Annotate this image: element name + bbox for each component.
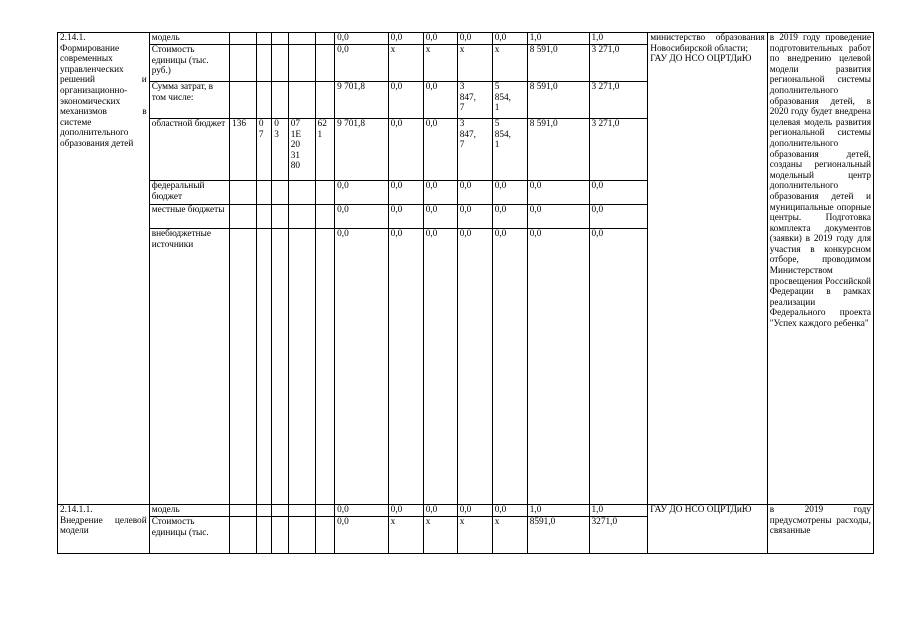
target-article-code	[288, 505, 315, 517]
target-article-code	[288, 82, 315, 119]
value-2019: 0,0	[388, 505, 423, 517]
value-2022: x	[492, 45, 527, 82]
value-2019: 0,0	[388, 181, 423, 205]
value-2023: 0,0	[527, 205, 589, 229]
financing-table	[57, 32, 874, 554]
value-2022: 5 854, 1	[492, 82, 527, 119]
value-2022: 0,0	[492, 205, 527, 229]
value-2021: 0,0	[457, 229, 492, 505]
value-2024: 0,0	[589, 229, 648, 505]
indicator-label: местные бюджеты	[149, 205, 229, 229]
value-2020: x	[423, 517, 457, 554]
value-2023: 8591,0	[527, 517, 589, 554]
expense-type-code	[315, 229, 335, 505]
total-value: 9 701,8	[335, 119, 389, 181]
budget-admin-code	[230, 33, 257, 45]
total-value: 0,0	[335, 181, 389, 205]
section-code	[256, 205, 271, 229]
section-code: 0 7	[256, 119, 271, 181]
budget-admin-code	[230, 517, 257, 554]
value-2022: 0,0	[492, 33, 527, 45]
value-2021: 0,0	[457, 33, 492, 45]
activity-code: 2.14.1.	[60, 33, 86, 43]
value-2019: 0,0	[388, 119, 423, 181]
value-2021: 0,0	[457, 181, 492, 205]
value-2022: 0,0	[492, 505, 527, 517]
total-value: 0,0	[335, 33, 389, 45]
activity-title: Внедрение целевой модели	[60, 515, 147, 537]
budget-admin-code	[230, 82, 257, 119]
value-2021: 0,0	[457, 205, 492, 229]
indicator-label: внебюджетные источники	[149, 229, 229, 505]
expense-type-code: 62 1	[315, 119, 335, 181]
budget-admin-code	[230, 205, 257, 229]
total-value: 0,0	[335, 517, 389, 554]
target-article-code	[288, 229, 315, 505]
value-2022: 0,0	[492, 229, 527, 505]
budget-admin-code: 136	[230, 119, 257, 181]
subsection-code	[272, 505, 288, 517]
value-2024: 0,0	[589, 181, 648, 205]
value-2021: x	[457, 517, 492, 554]
table-row	[58, 33, 874, 45]
indicator-label: Стоимость единицы (тыс.	[149, 517, 229, 554]
value-2024: 3271,0	[589, 517, 648, 554]
value-2024: 1,0	[589, 33, 648, 45]
budget-admin-code	[230, 45, 257, 82]
expense-type-code	[315, 45, 335, 82]
value-2023: 1,0	[527, 505, 589, 517]
expense-type-code	[315, 181, 335, 205]
subsection-code: 0 3	[272, 119, 288, 181]
expense-type-code	[315, 205, 335, 229]
section-code	[256, 505, 271, 517]
expense-type-code	[315, 33, 335, 45]
value-2020: 0,0	[423, 181, 457, 205]
value-2023: 8 591,0	[527, 119, 589, 181]
budget-admin-code	[230, 181, 257, 205]
value-2023: 0,0	[527, 181, 589, 205]
subsection-code	[272, 45, 288, 82]
subsection-code	[272, 517, 288, 554]
target-article-code	[288, 181, 315, 205]
indicator-label: областной бюджет	[149, 119, 229, 181]
total-value: 0,0	[335, 505, 389, 517]
section-code	[256, 45, 271, 82]
target-article-code: 07 1E 20 31 80	[288, 119, 315, 181]
value-2020: 0,0	[423, 33, 457, 45]
total-value: 0,0	[335, 205, 389, 229]
section-code	[256, 517, 271, 554]
value-2024: 3 271,0	[589, 45, 648, 82]
indicator-label: Стоимость единицы (тыс. руб.)	[149, 45, 229, 82]
section-code	[256, 33, 271, 45]
value-2020: 0,0	[423, 82, 457, 119]
expense-type-code	[315, 517, 335, 554]
budget-admin-code	[230, 229, 257, 505]
value-2021: 0,0	[457, 505, 492, 517]
value-2019: 0,0	[388, 205, 423, 229]
value-2020: x	[423, 45, 457, 82]
value-2023: 8 591,0	[527, 82, 589, 119]
section-code	[256, 181, 271, 205]
subsection-code	[272, 181, 288, 205]
value-2022: 5 854, 1	[492, 119, 527, 181]
indicator-label: Сумма затрат, в том числе:	[149, 82, 229, 119]
executor-cell: министерство образования Новосибирской области; ГАУ ДО НСО ОЦРТДиЮ	[648, 33, 768, 505]
section-code	[256, 229, 271, 505]
section-code	[256, 82, 271, 119]
subsection-code	[272, 205, 288, 229]
value-2021: x	[457, 45, 492, 82]
value-2023: 0,0	[527, 229, 589, 505]
subsection-code	[272, 33, 288, 45]
target-article-code	[288, 45, 315, 82]
executor-cell: ГАУ ДО НСО ОЦРТДиЮ	[648, 505, 768, 554]
expected-result-cell: в 2019 году проведение подготовительных работ по внедрению целевой модели развития региональной системы дополнительного образования детей, в 2020 году будет внедрена целевая модель развития региональной системы дополнительного образования детей, созданы региональный модельный центр дополнительного образования детей и муниципальные опорные центры. Подготовка комплекта документов (заявки) в 2019 году для участия в конкурсном отборе, проводимом Министерством просвещения Российской Федерации в рамках реализации Федерального проекта "Успех каждого ребенка"	[767, 33, 873, 505]
value-2023: 8 591,0	[527, 45, 589, 82]
value-2024: 3 271,0	[589, 119, 648, 181]
budget-admin-code	[230, 505, 257, 517]
value-2024: 0,0	[589, 205, 648, 229]
expected-result-cell: в 2019 году предусмотрены расходы, связанные	[767, 505, 873, 554]
value-2019: x	[388, 45, 423, 82]
indicator-label: федеральный бюджет	[149, 181, 229, 205]
target-article-code	[288, 517, 315, 554]
target-article-code	[288, 205, 315, 229]
expense-type-code	[315, 505, 335, 517]
total-value: 0,0	[335, 45, 389, 82]
activity-code: 2.14.1.1.	[60, 505, 93, 515]
activity-cell	[58, 33, 150, 505]
subsection-code	[272, 82, 288, 119]
value-2019: 0,0	[388, 229, 423, 505]
value-2019: 0,0	[388, 33, 423, 45]
activity-title: Формирование современных управленческих решений и организационно-экономических механизмов в системе дополнительного образования детей	[60, 43, 147, 149]
subsection-code	[272, 229, 288, 505]
value-2020: 0,0	[423, 119, 457, 181]
total-value: 0,0	[335, 229, 389, 505]
activity-cell	[58, 505, 150, 554]
value-2020: 0,0	[423, 505, 457, 517]
value-2021: 3 847, 7	[457, 82, 492, 119]
value-2020: 0,0	[423, 229, 457, 505]
value-2020: 0,0	[423, 205, 457, 229]
table-row	[58, 505, 874, 517]
target-article-code	[288, 33, 315, 45]
value-2022: 0,0	[492, 181, 527, 205]
expense-type-code	[315, 82, 335, 119]
indicator-label: модель	[149, 505, 229, 517]
value-2022: x	[492, 517, 527, 554]
value-2023: 1,0	[527, 33, 589, 45]
value-2021: 3 847, 7	[457, 119, 492, 181]
value-2024: 3 271,0	[589, 82, 648, 119]
value-2019: 0,0	[388, 82, 423, 119]
value-2024: 1,0	[589, 505, 648, 517]
indicator-label: модель	[149, 33, 229, 45]
total-value: 9 701,8	[335, 82, 389, 119]
value-2019: x	[388, 517, 423, 554]
